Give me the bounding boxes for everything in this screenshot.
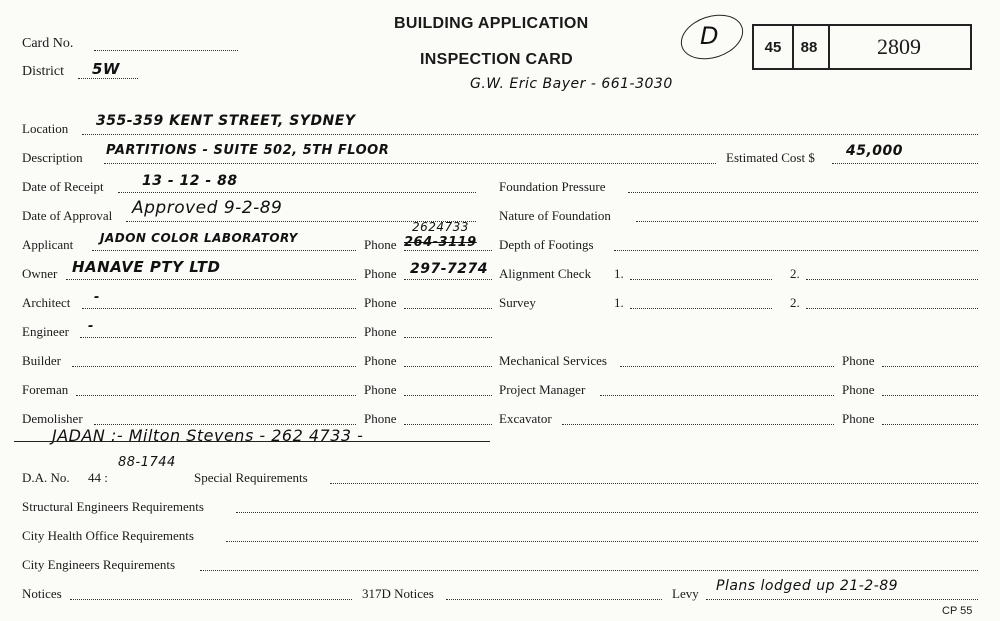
description-field[interactable] [104,163,716,164]
alignment-check-label: Alignment Check [499,266,592,281]
mechanical-phone-field[interactable] [882,366,978,367]
survey-1-field[interactable] [630,308,772,309]
excavator-label: Excavator [499,411,552,426]
date-of-approval-label: Date of Approval [22,208,113,223]
mechanical-services-field[interactable] [620,366,834,367]
alignment-check-1-field[interactable] [630,279,772,280]
special-requirements-field[interactable] [330,483,978,484]
builder-phone-label: Phone [364,353,397,368]
survey-2-label: 2. [790,295,800,310]
owner-phone-label: Phone [364,266,397,281]
district-value: 5W [92,60,120,78]
owner-value: HANAVE PTY LTD [72,258,221,276]
city-health-field[interactable] [226,541,978,542]
foundation-pressure-field[interactable] [628,192,978,193]
nature-of-foundation-field[interactable] [636,221,978,222]
owner-phone-field[interactable] [404,279,492,280]
handwritten-note: G.W. Eric Bayer - 661-3030 [470,76,673,92]
foundation-pressure-label: Foundation Pressure [499,179,606,194]
location-field[interactable] [82,134,978,135]
foreman-label: Foreman [22,382,69,397]
date-of-receipt-field[interactable] [118,192,476,193]
levy-field[interactable] [706,599,978,600]
demolisher-phone-field[interactable] [404,424,492,425]
structural-engineers-label: Structural Engineers Requirements [22,499,204,514]
mechanical-services-label: Mechanical Services [499,353,607,368]
architect-value: - [94,290,100,305]
number-box-a: 45 [752,24,794,70]
da-no-label: D.A. No. [22,470,70,485]
excavator-phone-label: Phone [842,411,875,426]
date-of-receipt-label: Date of Receipt [22,179,104,194]
depth-of-footings-field[interactable] [614,250,978,251]
contact-underline [14,441,490,442]
owner-field[interactable] [66,279,356,280]
notices-317d-label: 317D Notices [362,586,434,601]
owner-phone-value: 297-7274 [410,261,488,277]
location-value: 355-359 KENT STREET, SYDNEY [96,113,356,129]
description-value: PARTITIONS - SUITE 502, 5TH FLOOR [106,143,390,158]
foreman-field[interactable] [76,395,356,396]
alignment-check-2-label: 2. [790,266,800,281]
district-field[interactable] [78,78,138,79]
notices-field[interactable] [70,599,352,600]
applicant-value: JADON COLOR LABORATORY [100,231,298,245]
project-manager-label: Project Manager [499,382,586,397]
builder-field[interactable] [72,366,356,367]
card-no-field[interactable] [94,50,238,51]
special-requirements-label: Special Requirements [194,470,308,485]
card-no-label: Card No. [22,36,74,51]
location-label: Location [22,121,69,136]
depth-of-footings-label: Depth of Footings [499,237,594,252]
city-engineers-field[interactable] [200,570,978,571]
contact-note: JADAN :- Milton Stevens - 262 4733 - [52,426,364,445]
da-prefix: 44 : [88,470,108,485]
estimated-cost-field[interactable] [832,163,978,164]
applicant-phone-field[interactable] [404,250,492,251]
form-code: CP 55 [942,605,973,617]
city-health-label: City Health Office Requirements [22,528,194,543]
notices-label: Notices [22,586,62,601]
engineer-value: - [88,319,94,334]
nature-of-foundation-label: Nature of Foundation [499,208,611,223]
title-line-1: BUILDING APPLICATION [394,15,589,32]
number-box-c: 2809 [828,24,972,70]
estimated-cost-value: 45,000 [846,143,904,159]
demolisher-phone-label: Phone [364,411,397,426]
engineer-label: Engineer [22,324,69,339]
levy-label: Levy [672,586,699,601]
da-value: 88-1744 [118,455,176,470]
structural-engineers-field[interactable] [236,512,978,513]
alignment-check-1-label: 1. [614,266,624,281]
project-manager-field[interactable] [600,395,834,396]
estimated-cost-label: Estimated Cost $ [726,150,815,165]
builder-phone-field[interactable] [404,366,492,367]
engineer-field[interactable] [80,337,356,338]
applicant-label: Applicant [22,237,74,252]
survey-2-field[interactable] [806,308,978,309]
project-manager-phone-field[interactable] [882,395,978,396]
excavator-phone-field[interactable] [882,424,978,425]
alignment-check-2-field[interactable] [806,279,978,280]
circle-letter: D [700,22,719,50]
date-of-approval-value: Approved 9-2-89 [132,198,283,218]
applicant-field[interactable] [92,250,356,251]
architect-label: Architect [22,295,71,310]
applicant-phone-value: 264-3119 [404,235,477,250]
district-label: District [22,64,64,79]
survey-1-label: 1. [614,295,624,310]
architect-phone-field[interactable] [404,308,492,309]
demolisher-label: Demolisher [22,411,83,426]
engineer-phone-field[interactable] [404,337,492,338]
architect-phone-label: Phone [364,295,397,310]
builder-label: Builder [22,353,61,368]
applicant-phone-correction: 2624733 [412,220,469,234]
engineer-phone-label: Phone [364,324,397,339]
description-label: Description [22,150,83,165]
title-line-2: INSPECTION CARD [420,51,573,68]
applicant-phone-label: Phone [364,237,397,252]
owner-label: Owner [22,266,58,281]
city-engineers-label: City Engineers Requirements [22,557,176,572]
survey-label: Survey [499,295,536,310]
project-manager-phone-label: Phone [842,382,875,397]
excavator-field[interactable] [562,424,834,425]
architect-field[interactable] [82,308,356,309]
mechanical-phone-label: Phone [842,353,875,368]
date-of-receipt-value: 13 - 12 - 88 [142,173,238,189]
levy-value: Plans lodged up 21-2-89 [716,578,899,594]
notices-317d-field[interactable] [446,599,662,600]
foreman-phone-field[interactable] [404,395,492,396]
foreman-phone-label: Phone [364,382,397,397]
number-box-b: 88 [790,24,830,70]
demolisher-field[interactable] [94,424,356,425]
